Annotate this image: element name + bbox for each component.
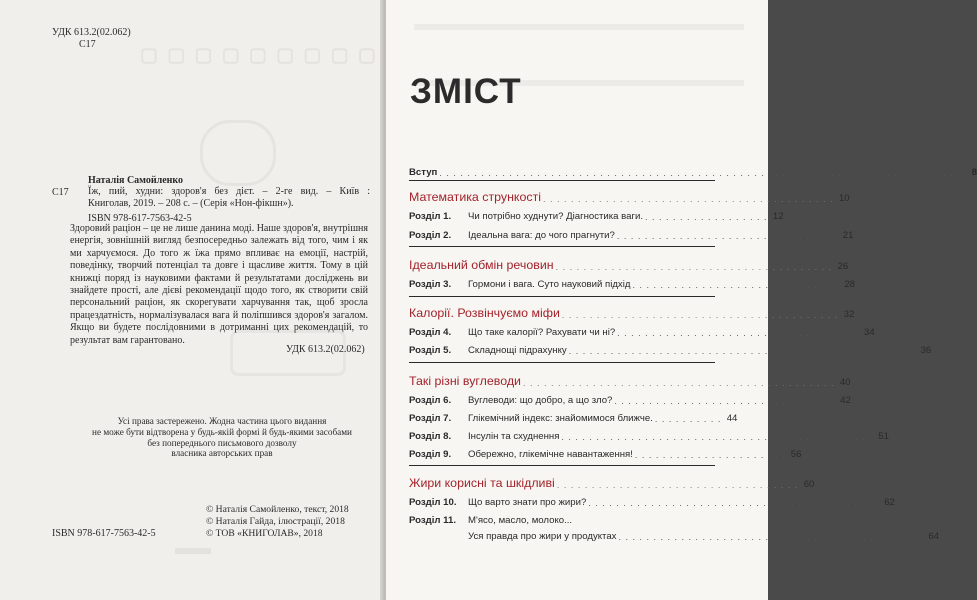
- leader-dots: . . . . . . . . . . . . . . . . . . . . . . . . . . . . . . . . . . . . . . . . . .: [543, 194, 834, 204]
- toc-chapter: [409, 472, 815, 490]
- section-label: Розділ 10.: [409, 497, 457, 508]
- section-page: 42: [840, 395, 851, 406]
- leader-dots: . . . . . . . . . . . . . . . . . . . . . . . . . . . . . . . . . . . . . . . . . .: [588, 498, 879, 508]
- toc-section: [409, 206, 784, 222]
- toc-intro-page: 8: [971, 167, 977, 178]
- show-through-illustration: [200, 120, 276, 186]
- toc-section: [409, 510, 715, 526]
- section-title: М'ясо, масло, молоко...: [468, 515, 573, 526]
- section-page: 44: [726, 413, 738, 424]
- section-page: 28: [844, 279, 855, 290]
- toc-intro-label: Вступ: [409, 167, 438, 178]
- section-label: Розділ 7.: [409, 413, 452, 424]
- leader-dots: . . . . . . . . . . . . . . . . . . . . . . . . . . . . . . . . . . . . . . . . . . . . .: [522, 378, 835, 388]
- chapter-page: 32: [843, 309, 855, 320]
- section-title: Уся правда про жири у продуктах: [468, 531, 617, 542]
- section-title: Чи потрібно худнути? Діагностика ваги.: [468, 211, 644, 222]
- toc-chapter: [409, 186, 850, 204]
- annotation-line-2: Книголав, 2019. – 208 с. – (Серія «Нон-фікшн»).: [88, 198, 294, 210]
- section-label: Розділ 11.: [409, 515, 456, 526]
- section-page: 21: [842, 230, 854, 241]
- toc-section: [409, 426, 889, 442]
- book-abstract: Здоровий раціон – це не лише данина моді. Наше здоров'я, внутрішня енергія, зовнішній вигляд безпосередньо залежать від того, чим і як ми харчуємося. До того ж їжа прямо впливає на емоції, настрій, поведінку, творчий потенціал та довге і щасливе життя. Тому в цій книжці поряд із науковими фактами й результатами досліджень ви знайдете прості, але дієві рекомендації щодо того, як створити свій персональний раціон, як скорегувати харчування так, щоб зросла працездатність, нормалізувалася вага й поліпшився здоров'я загалом. Якщо ви будете послідовними в дотриманні цих рекомендацій, то результат вам гарантовано.: [70, 223, 368, 346]
- chapter-title: Ідеальний обмін речовин: [409, 258, 554, 272]
- section-label: Розділ 5.: [409, 345, 452, 356]
- section-label: Розділ 3.: [409, 279, 452, 290]
- section-page: 56: [790, 449, 802, 460]
- section-page: 12: [772, 211, 784, 222]
- section-label: Розділ 8.: [409, 431, 452, 442]
- leader-dots: . . . . . . . . . . . . . . . . . . . . . . . . . . . . . . . .: [614, 396, 835, 406]
- toc-section: [409, 492, 895, 508]
- toc-chapter: [409, 254, 849, 272]
- rights-notice: [84, 416, 360, 459]
- section-page: 64: [928, 531, 940, 542]
- udc-code: УДК 613.2(02.062): [52, 27, 131, 38]
- section-title: Обережно, глікемічне навантаження!: [468, 449, 633, 460]
- section-title: Що варто знати про жири?: [468, 497, 587, 508]
- section-label: Розділ 6.: [409, 395, 452, 406]
- leader-dots: . . . . . . . . . . . . . . . . . . . . . . . . . . . . . . . . . . . . . . . . . . . . .: [561, 432, 873, 442]
- section-title: Гормони і вага. Суто науковий підхід: [468, 279, 631, 290]
- toc-intro: [409, 162, 977, 178]
- toc-section: [409, 408, 738, 424]
- copyright-line: © Наталія Самойленко, текст, 2018: [206, 504, 349, 515]
- chapter-title: Такі різні вуглеводи: [409, 374, 521, 388]
- toc-rule: [409, 465, 715, 466]
- toc-section: [409, 340, 932, 356]
- toc-rule: [409, 362, 715, 363]
- isbn-bottom: ISBN 978-617-7563-42-5: [52, 528, 156, 539]
- rights-line: власника авторських прав: [171, 448, 273, 459]
- show-through-logo: [175, 548, 211, 554]
- chapter-page: 40: [839, 377, 851, 388]
- section-label: Розділ 9.: [409, 449, 452, 460]
- leader-dots: . . . . . . . . . . . . . . . . . . . . . . . . . . . . . . . . . . . . . . . .: [555, 262, 833, 272]
- udc-code-sub: С17: [79, 39, 96, 50]
- annotation-line-1: Їж, пий, худни: здоров'я без дієт. – 2-ге вид. – Київ :: [88, 186, 370, 197]
- chapter-page: 26: [837, 261, 849, 272]
- chapter-title: Жири корисні та шкідливі: [409, 476, 555, 490]
- section-page: 36: [920, 345, 932, 356]
- leader-dots: . . . . . . . . . . . . . . . . . . . . . .: [634, 450, 786, 460]
- toc-section: [409, 274, 855, 290]
- toc-rule: [409, 296, 715, 297]
- toc-rule: [409, 246, 715, 247]
- section-title: Інсулін та схуднення: [468, 431, 560, 442]
- section-title: Глікемічний індекс: знайомимося ближче.: [468, 413, 653, 424]
- section-title: Складнощі підрахунку: [468, 345, 567, 356]
- section-label: Розділ 1.: [409, 211, 452, 222]
- toc-section: [409, 390, 851, 406]
- chapter-title: Математика стрункості: [409, 190, 542, 204]
- section-page: 34: [864, 327, 875, 338]
- toc-section: [409, 225, 854, 241]
- leader-dots: . . . . . . . . . . . . . . . . . . . . . . . . . . . . . . . . . . .: [617, 328, 859, 338]
- section-title: Вуглеводи: що добро, а що зло?: [468, 395, 613, 406]
- isbn-inline: ISBN 978-617-7563-42-5: [88, 212, 192, 224]
- section-page: 62: [884, 497, 895, 508]
- toc-section: [409, 322, 875, 338]
- leader-dots: . . . . . . . . . . . . . . . . . . . . . . . . . . . . . . . . . . . . . . . . . . . . . . . . . .: [568, 346, 916, 356]
- section-page: 51: [878, 431, 889, 442]
- copyright-block: [206, 504, 349, 541]
- copyright-line: © ТОВ «КНИГОЛАВ», 2018: [206, 528, 323, 540]
- leader-dots: . . . . . . . . . . . . . . . . . .: [645, 212, 768, 222]
- section-title: Ідеальна вага: до чого прагнути?: [468, 230, 615, 241]
- section-label: Розділ 4.: [409, 327, 452, 338]
- chapter-page: 10: [838, 193, 850, 204]
- udc-code-bottom: УДК 613.2(02.062): [286, 344, 365, 355]
- bbk-code: С17: [52, 187, 69, 198]
- leader-dots: . . . . . . . . . . . . . . . . . . . . . . . . . . . . . .: [632, 280, 839, 290]
- author-name: Наталія Самойленко: [88, 175, 184, 186]
- leader-dots: . . . . . . . . . . . . . . . . . . . . . . . . . . . . . . . . . . . . . . . .: [561, 310, 839, 320]
- toc-section: [409, 444, 802, 460]
- section-title: Що таке калорії? Рахувати чи ні?: [468, 327, 616, 338]
- toc-rule: [409, 180, 715, 181]
- chapter-page: 60: [803, 479, 815, 490]
- copyright-line: © Наталія Гайда, ілюстрації, 2018: [206, 516, 345, 528]
- bibliographic-annotation: [88, 186, 370, 225]
- toc-section-continued: [409, 526, 940, 542]
- chapter-title: Калорії. Розвінчуємо міфи: [409, 306, 560, 320]
- rights-line: без попереднього письмового дозволу: [147, 437, 297, 448]
- rights-line: Усі права застережено. Жодна частина цього видання: [117, 416, 327, 426]
- leader-dots: . . . . . . . . . . . . . . . . . . . . . . . . . . . . . . . . . . . . . . . . . . . . . . . . . . . . . . . . . . . . . . . . . . . . . . . . . . .: [439, 168, 961, 178]
- leader-dots: . . . . . . . . . . . . . . . . . . . . . . . . . . . . . . . . . . .: [556, 480, 799, 490]
- toc-chapter: [409, 370, 851, 388]
- rights-line: не може бути відтворена у будь-якій формі й будь-якими засобами: [92, 426, 352, 437]
- toc-chapter: [409, 302, 855, 320]
- leader-dots: . . . . . . . . . . . . . . . . . . . . . . . . . . . . . . . .: [616, 231, 838, 241]
- leader-dots: . . . . . . . . . . . . . . . . . . . . . . . . . . . . . . . . . . . . . . . . . . . .: [618, 532, 924, 542]
- show-through-title: ▢ ▢ ▢ ▢ ▢ ▢ ▢ ▢ ▢: [140, 45, 378, 66]
- toc-title: ЗМІСТ: [410, 72, 522, 111]
- section-label: Розділ 2.: [409, 230, 452, 241]
- left-page: [0, 0, 384, 600]
- leader-dots: . . . . . . . . . .: [654, 414, 722, 424]
